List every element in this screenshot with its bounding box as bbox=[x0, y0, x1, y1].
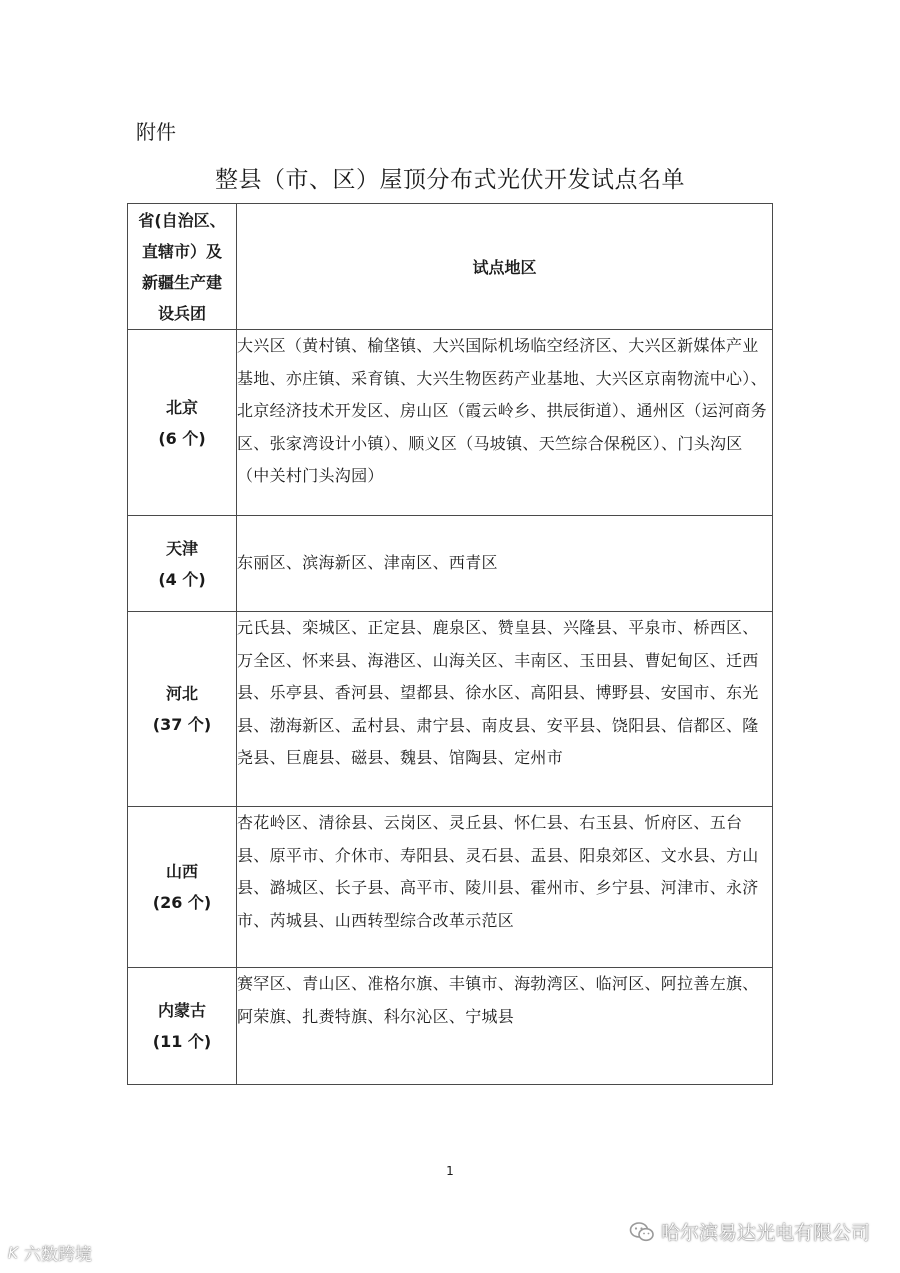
pilot-list-table bbox=[127, 203, 773, 1085]
page-number: 1 bbox=[446, 1164, 454, 1178]
province-cell bbox=[128, 612, 237, 807]
watermark-text: 六数跨境 bbox=[23, 1245, 92, 1265]
table-row bbox=[128, 612, 773, 807]
column-header-province-line: 直辖市）及 bbox=[141, 241, 222, 261]
wechat-icon bbox=[629, 1221, 655, 1243]
attachment-label: 附件 bbox=[136, 120, 176, 144]
province-name: 内蒙古 bbox=[157, 1001, 206, 1020]
province-cell bbox=[128, 968, 237, 1085]
province-cell bbox=[128, 807, 237, 968]
province-count: (37 个) bbox=[152, 715, 212, 734]
wechat-account-name: 哈尔滨易达光电有限公司 bbox=[660, 1222, 870, 1244]
watermark-logo: K bbox=[8, 1243, 18, 1262]
province-count: (26 个) bbox=[152, 893, 212, 912]
column-header-region: 试点地区 bbox=[237, 204, 773, 330]
table-row bbox=[128, 807, 773, 968]
regions-cell: 元氏县、栾城区、正定县、鹿泉区、赞皇县、兴隆县、平泉市、桥西区、万全区、怀来县、海港区、山海关区、丰南区、玉田县、曹妃甸区、迁西县、乐亭县、香河县、望都县、徐水区、高阳县、博野县、安国市、东光县、渤海新区、孟村县、肃宁县、南皮县、安平县、饶阳县、信都区、隆尧县、巨鹿县、磁县、魏县、馆陶县、定州市 bbox=[237, 612, 773, 807]
province-name: 山西 bbox=[165, 862, 198, 881]
column-header-province-line: 设兵团 bbox=[157, 303, 206, 323]
site-watermark bbox=[8, 1240, 92, 1265]
column-header-province-line: 新疆生产建 bbox=[141, 272, 222, 292]
regions-cell: 大兴区（黄村镇、榆垡镇、大兴国际机场临空经济区、大兴区新媒体产业基地、亦庄镇、采育镇、大兴生物医药产业基地、大兴区京南物流中心）、北京经济技术开发区、房山区（霞云岭乡、拱辰街道）、通州区（运河商务区、张家湾设计小镇）、顺义区（马坡镇、天竺综合保税区）、门头沟区（中关村门头沟园） bbox=[237, 330, 773, 516]
regions-cell: 杏花岭区、清徐县、云岗区、灵丘县、怀仁县、右玉县、忻府区、五台县、原平市、介休市、寿阳县、灵石县、盂县、阳泉郊区、文水县、方山县、潞城区、长子县、高平市、陵川县、霍州市、乡宁县、河津市、永济市、芮城县、山西转型综合改革示范区 bbox=[237, 807, 773, 968]
column-header-province bbox=[128, 204, 237, 330]
province-cell bbox=[128, 516, 237, 612]
table-header-row bbox=[128, 204, 773, 330]
table-row bbox=[128, 330, 773, 516]
regions-cell: 东丽区、滨海新区、津南区、西青区 bbox=[237, 516, 773, 612]
table-row bbox=[128, 968, 773, 1085]
province-name: 河北 bbox=[165, 684, 198, 703]
regions-cell: 赛罕区、青山区、准格尔旗、丰镇市、海勃湾区、临河区、阿拉善左旗、阿荣旗、扎赉特旗、科尔沁区、宁城县 bbox=[237, 968, 773, 1085]
province-count: (4 个) bbox=[158, 569, 206, 589]
wechat-account-watermark bbox=[629, 1218, 870, 1245]
province-count: (11 个) bbox=[152, 1032, 212, 1051]
province-count: (6 个) bbox=[158, 428, 206, 448]
province-name: 天津 bbox=[165, 538, 198, 558]
column-header-province-line: 省(自治区、 bbox=[138, 210, 226, 230]
table-row bbox=[128, 516, 773, 612]
province-cell bbox=[128, 330, 237, 516]
province-name: 北京 bbox=[165, 397, 198, 417]
document-title: 整县（市、区）屋顶分布式光伏开发试点名单 bbox=[215, 167, 685, 193]
